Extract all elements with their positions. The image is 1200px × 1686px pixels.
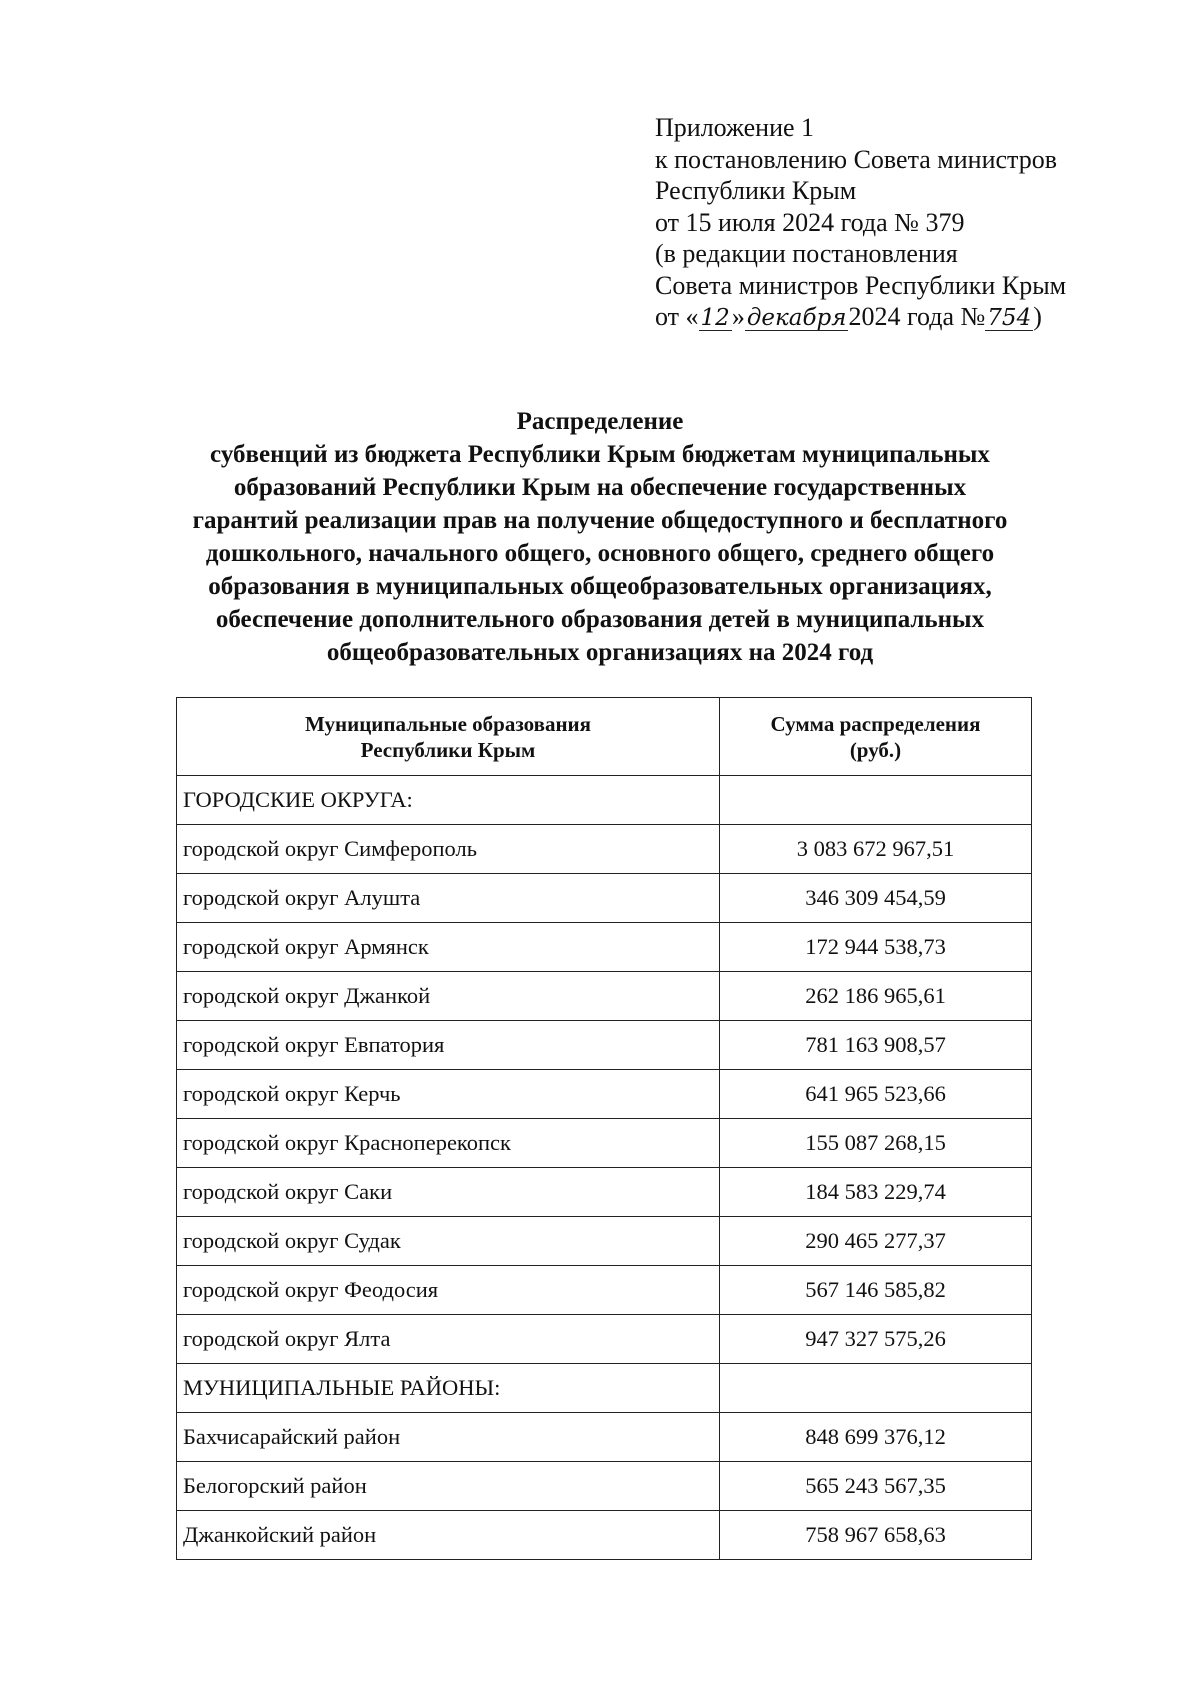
municipality-cell: Бахчисарайский район (177, 1413, 720, 1462)
header-municipality (177, 698, 720, 776)
handwritten-number: 754 (987, 305, 1032, 331)
title-line: гарантий реализации прав на получение общедоступного и бесплатного (192, 507, 1008, 534)
amount-cell (720, 776, 1032, 825)
municipality-cell: городской округ Армянск (177, 923, 720, 972)
municipality-cell: Джанкойский район (177, 1511, 720, 1560)
amount-cell: 184 583 229,74 (720, 1168, 1032, 1217)
amount-cell: 172 944 538,73 (720, 923, 1032, 972)
table-row (177, 923, 1032, 972)
title-line: образования в муниципальных общеобразовательных организациях, (208, 573, 992, 600)
handwritten-day: 12 (700, 305, 730, 331)
municipality-cell: городской округ Евпатория (177, 1021, 720, 1070)
header-amount-line1: Сумма распределения (770, 711, 981, 736)
appendix-line: Республики Крым (655, 176, 857, 205)
header-municipality-line2: Республики Крым (360, 737, 536, 762)
header-municipality-line1: Муниципальные образования (304, 711, 592, 736)
table-row (177, 1217, 1032, 1266)
table-row (177, 1266, 1032, 1315)
municipality-cell: городской округ Джанкой (177, 972, 720, 1021)
amount-cell: 758 967 658,63 (720, 1511, 1032, 1560)
municipality-cell: городской округ Судак (177, 1217, 720, 1266)
table-row (177, 874, 1032, 923)
appendix-date-line (655, 301, 1175, 333)
header-amount (720, 698, 1032, 776)
handwritten-month: декабря (746, 305, 847, 331)
table-row (177, 776, 1032, 825)
table-row (177, 1364, 1032, 1413)
amount-cell: 3 083 672 967,51 (720, 825, 1032, 874)
table-row (177, 1021, 1032, 1070)
table-row (177, 825, 1032, 874)
municipality-cell: городской округ Феодосия (177, 1266, 720, 1315)
title-line: общеобразовательных организациях на 2024 год (326, 639, 874, 666)
appendix-line: Совета министров Республики Крым (655, 270, 1067, 300)
date-middle: 2024 года № (848, 302, 986, 331)
municipality-cell: городской округ Симферополь (177, 825, 720, 874)
appendix-block (655, 112, 1175, 333)
date-prefix: от « (655, 302, 699, 331)
table-row (177, 1070, 1032, 1119)
table-row (177, 1462, 1032, 1511)
amount-cell: 947 327 575,26 (720, 1315, 1032, 1364)
municipality-cell: городской округ Красноперекопск (177, 1119, 720, 1168)
amount-cell: 567 146 585,82 (720, 1266, 1032, 1315)
municipality-cell: ГОРОДСКИЕ ОКРУГА: (177, 776, 720, 825)
municipality-cell: городской округ Ялта (177, 1315, 720, 1364)
appendix-line: от 15 июля 2024 года № 379 (655, 207, 965, 237)
amount-cell: 155 087 268,15 (720, 1119, 1032, 1168)
table-row (177, 972, 1032, 1021)
distribution-table (176, 697, 1032, 1560)
date-quote: » (731, 302, 745, 331)
title-line: дошкольного, начального общего, основного общего, среднего общего (205, 540, 995, 567)
amount-cell: 781 163 908,57 (720, 1021, 1032, 1070)
amount-cell: 262 186 965,61 (720, 972, 1032, 1021)
municipality-cell: городской округ Керчь (177, 1070, 720, 1119)
municipality-cell: городской округ Алушта (177, 874, 720, 923)
title-line: обеспечение дополнительного образования детей в муниципальных (215, 606, 985, 633)
municipality-cell: МУНИЦИПАЛЬНЫЕ РАЙОНЫ: (177, 1364, 720, 1413)
amount-cell: 848 699 376,12 (720, 1413, 1032, 1462)
table-header-row (177, 698, 1032, 776)
amount-cell: 641 965 523,66 (720, 1070, 1032, 1119)
amount-cell: 290 465 277,37 (720, 1217, 1032, 1266)
municipality-cell: городской округ Саки (177, 1168, 720, 1217)
appendix-line: Приложение 1 (655, 113, 815, 142)
title-line: субвенций из бюджета Республики Крым бюджетам муниципальных (210, 441, 990, 468)
table-row (177, 1413, 1032, 1462)
appendix-line: (в редакции постановления (655, 239, 958, 268)
table-row (177, 1511, 1032, 1560)
amount-cell (720, 1364, 1032, 1413)
table-row (177, 1119, 1032, 1168)
title-line: образований Республики Крым на обеспечение государственных (233, 474, 967, 501)
header-amount-line2: (руб.) (849, 737, 902, 762)
table-row (177, 1315, 1032, 1364)
table-row (177, 1168, 1032, 1217)
title-heading: Распределение (516, 408, 684, 435)
document-title (140, 405, 1060, 669)
amount-cell: 565 243 567,35 (720, 1462, 1032, 1511)
municipality-cell: Белогорский район (177, 1462, 720, 1511)
date-suffix: ) (1033, 302, 1042, 331)
appendix-line: к постановлению Совета министров (655, 144, 1057, 174)
amount-cell: 346 309 454,59 (720, 874, 1032, 923)
